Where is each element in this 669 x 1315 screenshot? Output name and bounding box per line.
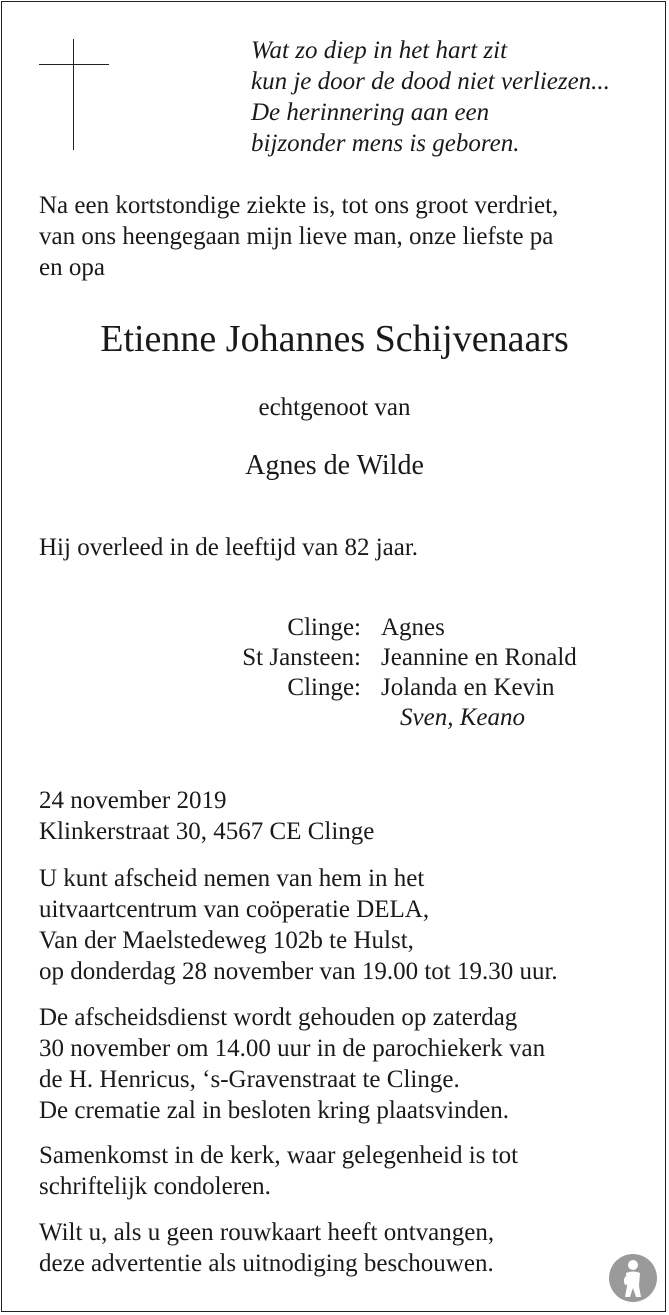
deceased-name: Etienne Johannes Schijvenaars <box>100 318 569 360</box>
family-member-names: Jolanda en Kevin <box>381 674 555 701</box>
address-line: Klinkerstraat 30, 4567 CE Clinge <box>39 818 375 845</box>
family-places <box>130 613 361 703</box>
intro-line: van ons heengegaan mijn lieve man, onze liefste pa <box>39 223 554 250</box>
farewell-line: U kunt afscheid nemen van hem in het <box>39 865 425 892</box>
date-address-block <box>39 785 374 847</box>
family-place: Clinge: <box>287 674 361 701</box>
family-place: Clinge: <box>287 614 361 641</box>
invitation-line: deze advertentie als uitnodiging beschouwen. <box>39 1250 494 1277</box>
invitation-paragraph <box>39 1217 494 1279</box>
farewell-line: Van der Maelstedeweg 102b te Hulst, <box>39 927 414 954</box>
farewell-line: uitvaartcentrum van coöperatie DELA, <box>39 896 430 923</box>
poem-line: kun je door de dood niet verliezen... <box>251 68 610 95</box>
service-line: De afscheidsdienst wordt gehouden op zaterdag <box>39 1004 518 1031</box>
farewell-paragraph <box>39 863 558 987</box>
gathering-line: Samenkomst in de kerk, waar gelegenheid is tot <box>39 1142 519 1169</box>
gathering-line: schriftelijk condoleren. <box>39 1173 271 1200</box>
grandchildren-names: Sven, Keano <box>400 704 525 731</box>
poem-verse <box>251 35 610 159</box>
intro-paragraph <box>39 190 558 283</box>
age-line: Hij overleed in de leeftijd van 82 jaar. <box>39 534 419 561</box>
family-place: St Jansteen: <box>242 644 361 671</box>
service-line: De crematie zal in besloten kring plaatsvinden. <box>39 1097 509 1124</box>
poem-line: Wat zo diep in het hart zit <box>251 37 508 64</box>
service-line: 30 november om 14.00 uur in de parochiekerk van <box>39 1035 546 1062</box>
family-member-names: Jeannine en Ronald <box>381 644 577 671</box>
gathering-paragraph <box>39 1140 518 1202</box>
memorial-figure-logo-icon <box>608 1253 658 1303</box>
date-line: 24 november 2019 <box>39 787 227 814</box>
service-paragraph <box>39 1002 545 1126</box>
invitation-line: Wilt u, als u geen rouwkaart heeft ontvangen, <box>39 1219 495 1246</box>
farewell-line: op donderdag 28 november van 19.00 tot 19.30 uur. <box>39 958 558 985</box>
poem-line: bijzonder mens is geboren. <box>251 130 520 157</box>
poem-line: De herinnering aan een <box>251 99 490 126</box>
intro-line: Na een kortstondige ziekte is, tot ons groot verdriet, <box>39 192 559 219</box>
intro-line: en opa <box>39 254 105 281</box>
spouse-name: Agnes de Wilde <box>245 450 424 481</box>
service-line: de H. Henricus, ‘s-Gravenstraat te Clinge. <box>39 1066 460 1093</box>
spouse-label: echtgenoot van <box>258 394 411 421</box>
family-member-names: Agnes <box>381 614 445 641</box>
family-names <box>381 613 577 703</box>
